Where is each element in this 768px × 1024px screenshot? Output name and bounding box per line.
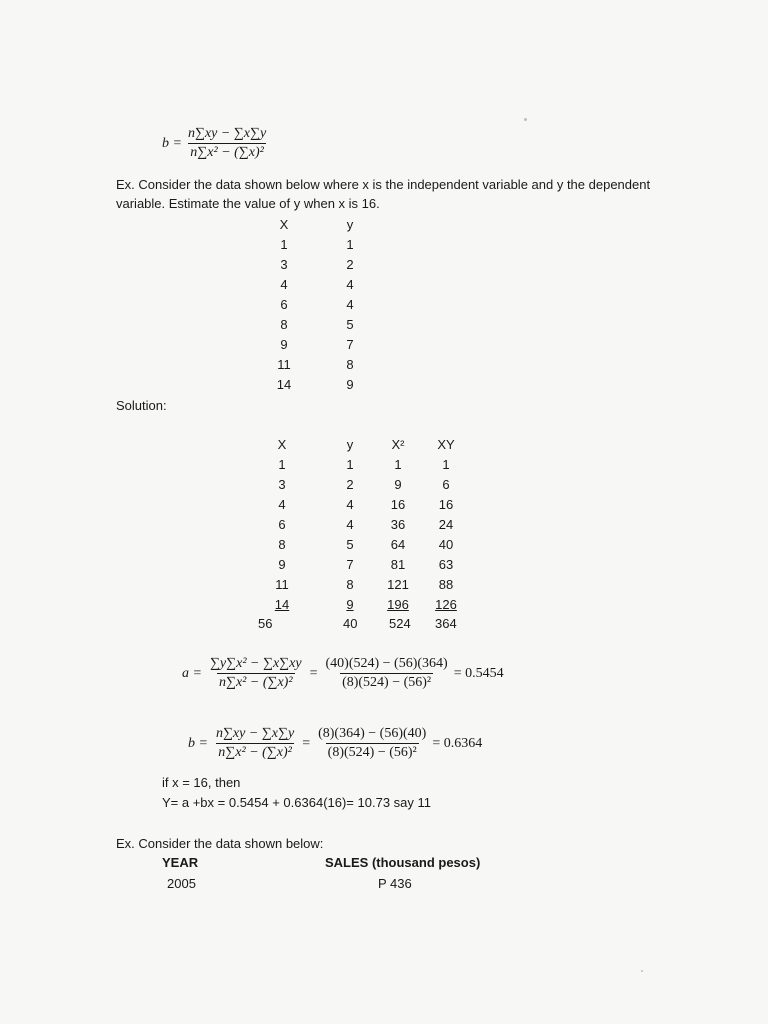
table-cell: 5 <box>346 537 354 552</box>
formula-denominator: n∑x² − (∑x)² <box>218 675 293 690</box>
table-cell: 4 <box>278 497 286 512</box>
substitution-numerator: (8)(364) − (56)(40) <box>318 726 427 741</box>
table-cell: 11 <box>277 357 291 372</box>
example1-x-column <box>262 215 306 395</box>
substitution-fraction <box>324 656 450 691</box>
condition-text: if x = 16, then <box>162 775 241 790</box>
year-value: 2005 <box>167 876 196 891</box>
column-header: X² <box>391 437 405 452</box>
table-cell: 7 <box>346 337 354 352</box>
solution-label: Solution: <box>116 398 167 413</box>
formula-b <box>188 726 482 761</box>
table-cell: 11 <box>275 577 289 592</box>
table-cell: 8 <box>280 317 288 332</box>
table-cell: 121 <box>387 577 409 592</box>
table-cell: 5 <box>346 317 354 332</box>
table-cell: 40 <box>438 537 454 552</box>
solution-x-column <box>256 435 308 615</box>
table-cell: 126 <box>435 597 457 612</box>
table-cell: 1 <box>280 237 288 252</box>
table-cell: 88 <box>438 577 454 592</box>
table-cell: 196 <box>387 597 409 612</box>
sales-header: SALES (thousand pesos) <box>325 855 481 870</box>
table-cell: 4 <box>346 297 354 312</box>
formula-lhs: b = <box>162 135 182 151</box>
column-header: X <box>279 217 289 232</box>
table-cell: 4 <box>346 277 354 292</box>
table-cell: 1 <box>278 457 286 472</box>
table-cell: 14 <box>274 597 290 612</box>
table-cell: 9 <box>394 477 402 492</box>
formula-fraction <box>214 726 296 761</box>
table-cell: 9 <box>280 337 288 352</box>
answer-text: Y= a +bx = 0.5454 + 0.6364(16)= 10.73 say 11 <box>162 795 431 810</box>
total-y: 40 <box>343 616 358 631</box>
formula-numerator: n∑xy − ∑x∑y <box>215 726 295 741</box>
table-cell: 4 <box>280 277 288 292</box>
scan-speck <box>524 118 527 121</box>
table-cell: 3 <box>280 257 288 272</box>
table-cell: 4 <box>346 497 354 512</box>
table-cell: 24 <box>438 517 454 532</box>
formula-lhs: a = <box>182 665 202 681</box>
table-cell: 9 <box>346 597 354 612</box>
formula-lhs: b = <box>188 735 208 751</box>
formula-result: = 0.6364 <box>432 735 483 751</box>
scan-speck <box>641 970 643 972</box>
table-cell: 8 <box>278 537 286 552</box>
table-cell: 6 <box>442 477 450 492</box>
formula-a <box>182 656 504 691</box>
formula-denominator: n∑x² − (∑x)² <box>218 745 292 760</box>
table-cell: 1 <box>394 457 402 472</box>
example1-text-line1: Ex. Consider the data shown below where x is the independent variable and y the dependent <box>116 177 651 192</box>
table-cell: 3 <box>278 477 286 492</box>
year-header: YEAR <box>162 855 199 870</box>
solution-x2-column <box>380 435 416 615</box>
table-cell: 16 <box>438 497 454 512</box>
table-cell: 16 <box>390 497 406 512</box>
table-cell: 7 <box>346 557 354 572</box>
table-cell: 8 <box>346 577 354 592</box>
example1-y-column <box>334 215 366 395</box>
column-header: X <box>277 437 287 452</box>
equals-sign: = <box>302 735 311 751</box>
solution-y-column <box>334 435 366 615</box>
formula-denominator: n∑x² − (∑x)² <box>190 145 264 160</box>
sales-value: P 436 <box>378 876 412 891</box>
table-cell: 2 <box>346 257 354 272</box>
formula-fraction <box>208 656 304 691</box>
total-x: 56 <box>258 616 273 631</box>
table-cell: 6 <box>278 517 286 532</box>
column-header: y <box>346 437 354 452</box>
column-header: XY <box>437 437 455 452</box>
equals-sign: = <box>309 665 318 681</box>
substitution-denominator: (8)(524) − (56)² <box>327 745 417 760</box>
table-cell: 9 <box>346 377 354 392</box>
formula-fraction <box>186 126 268 161</box>
total-xy: 364 <box>435 616 457 631</box>
table-cell: 1 <box>346 237 354 252</box>
table-cell: 2 <box>346 477 354 492</box>
substitution-fraction <box>316 726 428 761</box>
substitution-numerator: (40)(524) − (56)(364) <box>325 656 448 671</box>
formula-numerator: ∑y∑x² − ∑x∑xy <box>209 656 302 671</box>
table-cell: 9 <box>278 557 286 572</box>
table-cell: 81 <box>390 557 406 572</box>
example1-text-line2: variable. Estimate the value of y when x is 16. <box>116 196 380 211</box>
table-cell: 6 <box>280 297 288 312</box>
table-cell: 4 <box>346 517 354 532</box>
total-x2: 524 <box>389 616 411 631</box>
solution-xy-column <box>428 435 464 615</box>
formula-result: = 0.5454 <box>453 665 504 681</box>
table-cell: 63 <box>438 557 454 572</box>
formula-b-top <box>162 126 268 161</box>
table-cell: 14 <box>276 377 292 392</box>
substitution-denominator: (8)(524) − (56)² <box>342 675 432 690</box>
table-cell: 64 <box>390 537 406 552</box>
table-cell: 1 <box>346 457 354 472</box>
table-cell: 1 <box>442 457 450 472</box>
table-cell: 8 <box>346 357 354 372</box>
column-header: y <box>346 217 354 232</box>
formula-numerator: n∑xy − ∑x∑y <box>187 126 267 141</box>
example2-text: Ex. Consider the data shown below: <box>116 836 324 851</box>
table-cell: 36 <box>390 517 406 532</box>
